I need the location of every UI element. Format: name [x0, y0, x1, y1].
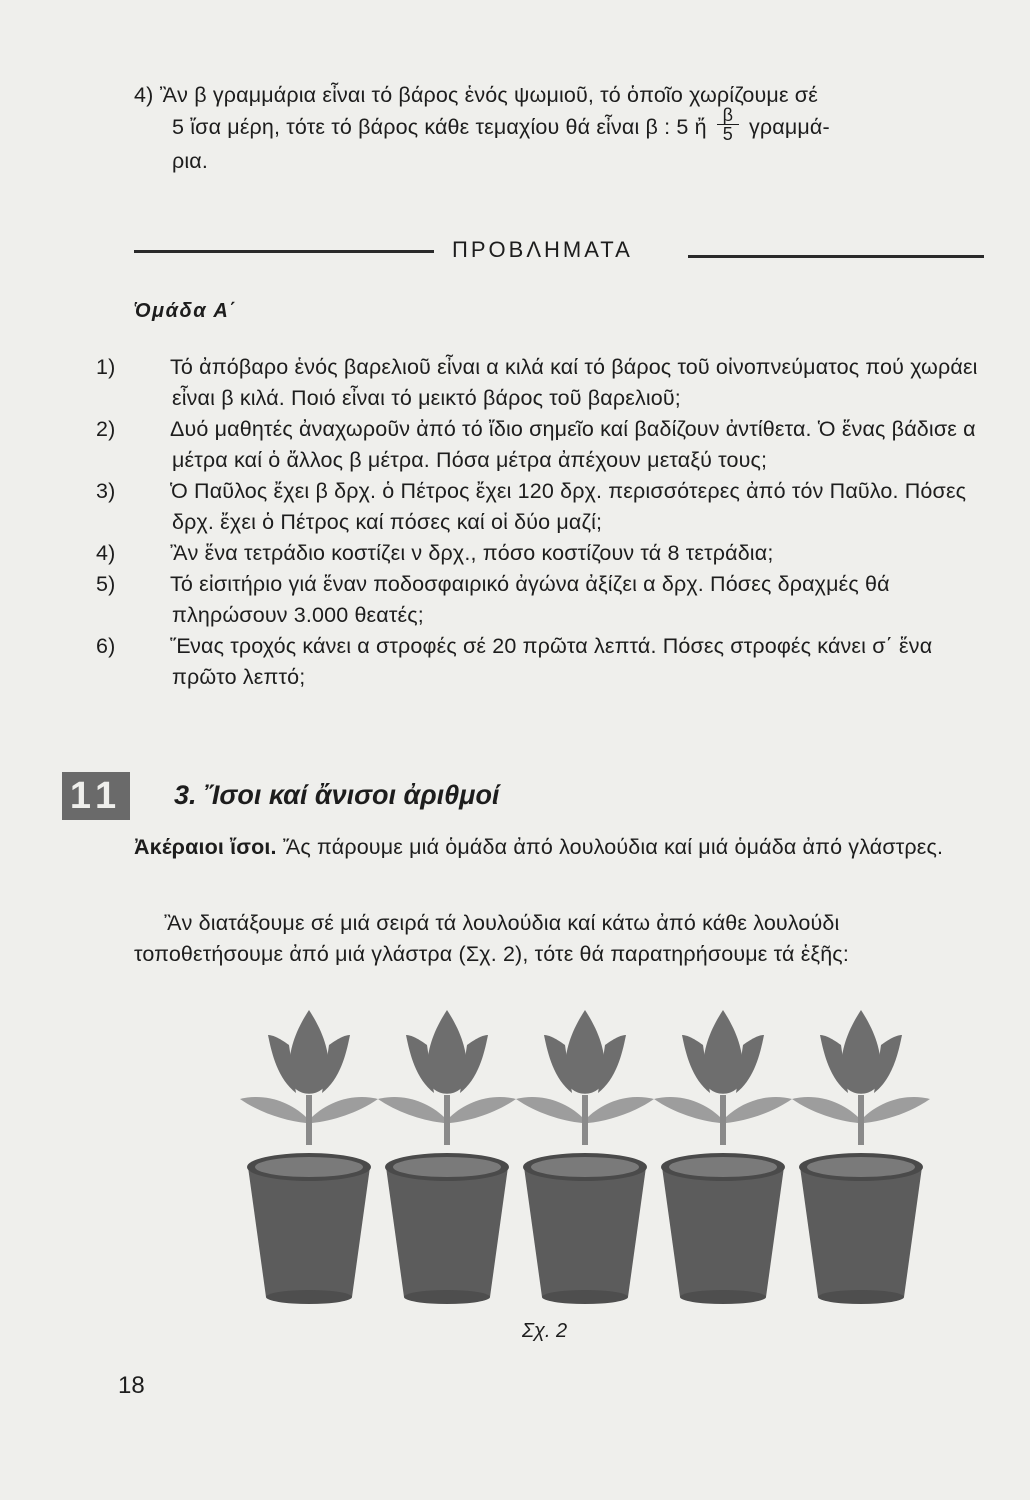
problems-list: [96, 352, 986, 693]
figure-caption: Σχ. 2: [522, 1320, 568, 1342]
problem-item: [96, 569, 986, 631]
problem-item: [96, 352, 986, 414]
top-item-4: [134, 80, 994, 177]
intro-paragraph: [134, 832, 986, 863]
flower-pot-2-image: [372, 1005, 522, 1305]
problem-number: 2): [96, 417, 116, 441]
problem-text: Δυό μαθητές ἀναχωροῦν ἀπό τό ἴδιο σημεῖο καί βαδίζουν ἀντίθετα. Ὁ ἕνας βάδισε α μέτρα καί ὁ ἄλλος β μέτρα. Πόσα μέτρα ἀπέχουν μεταξύ τους;: [170, 417, 976, 472]
problem-text: Ὁ Παῦλος ἔχει β δρχ. ὁ Πέτρος ἔχει 120 δρχ. περισσότερες ἀπό τόν Παῦλο. Πόσες δρχ. ἔχει ὁ Πέτρος καί πόσες καί οἱ δύο μαζί;: [170, 479, 967, 534]
top-item-line-3: ρια.: [172, 149, 209, 173]
problem-number: 6): [96, 634, 116, 658]
top-item-line-2: [134, 105, 994, 146]
problem-number: 1): [96, 355, 116, 379]
arrangement-paragraph: Ἂν διατάξουμε σέ μιά σειρά τά λουλούδια καί κάτω ἀπό κάθε λουλούδι τοποθετήσουμε ἀπό μιά γλάστρα (Σχ. 2), τότε θά παρατηρήσουμε τά ἑξῆς:: [134, 911, 849, 966]
section-title: 3. Ἴσοι καί ἄνισοι ἀριθμοί: [174, 780, 500, 810]
top-item-line-2-prefix: 5 ἴσα μέρη, τότε τό βάρος κάθε τεμαχίου θά εἶναι β : 5 ἤ: [172, 115, 707, 140]
header-rule-right: [688, 255, 984, 258]
fraction-denominator: 5: [722, 124, 733, 144]
flower-pot-1-image: [234, 1005, 384, 1305]
problems-header: ΠΡΟΒΛΗΜΑΤΑ: [452, 237, 633, 262]
section-tag: 11: [62, 772, 130, 820]
intro-rest: Ἄς πάρουμε μιά ὁμάδα ἀπό λουλούδια καί μιά ὁμάδα ἀπό γλάστρες.: [276, 835, 944, 859]
flower-pot-5-image: [786, 1005, 936, 1305]
fraction-b-over-5: [717, 107, 739, 142]
header-rule-left: [134, 250, 434, 253]
problem-text: Ἂν ἕνα τετράδιο κοστίζει ν δρχ., πόσο κοστίζουν τά 8 τετράδια;: [170, 541, 774, 565]
problem-item: [96, 538, 986, 569]
intro-bold: Ἀκέραιοι ἴσοι.: [134, 835, 277, 859]
top-item-line-1: 4) Ἂν β γραμμάρια εἶναι τό βάρος ἑνός ψωμιοῦ, τό ὁποῖο χωρίζουμε σέ: [134, 83, 818, 107]
problem-item: [96, 414, 986, 476]
fraction-numerator: β: [722, 105, 734, 125]
problem-item: [96, 631, 986, 693]
problem-number: 3): [96, 479, 116, 503]
flower-pot-4-image: [648, 1005, 798, 1305]
group-label: Ὁμάδα Α΄: [134, 300, 238, 322]
page-number: 18: [118, 1372, 145, 1399]
flower-pot-3-image: [510, 1005, 660, 1305]
problem-number: 4): [96, 541, 116, 565]
problem-text: Τό εἰσιτήριο γιά ἕναν ποδοσφαιρικό ἀγώνα ἀξίζει α δρχ. Πόσες δραχμές θά πληρώσουν 3.000 θεατές;: [170, 572, 890, 627]
problem-item: [96, 476, 986, 538]
top-item-line-2-suffix: γραμμά-: [748, 115, 830, 140]
problem-text: Τό ἀπόβαρο ἑνός βαρελιοῦ εἶναι α κιλά καί τό βάρος τοῦ οἰνοπνεύματος πού χωράει εἶναι β κιλά. Ποιό εἶναι τό μεικτό βάρος τοῦ βαρελιοῦ;: [170, 355, 978, 410]
problem-number: 5): [96, 572, 116, 596]
problem-text: Ἕνας τροχός κάνει α στροφές σέ 20 πρῶτα λεπτά. Πόσες στροφές κάνει σ΄ ἕνα πρῶτο λεπτό;: [170, 634, 933, 689]
